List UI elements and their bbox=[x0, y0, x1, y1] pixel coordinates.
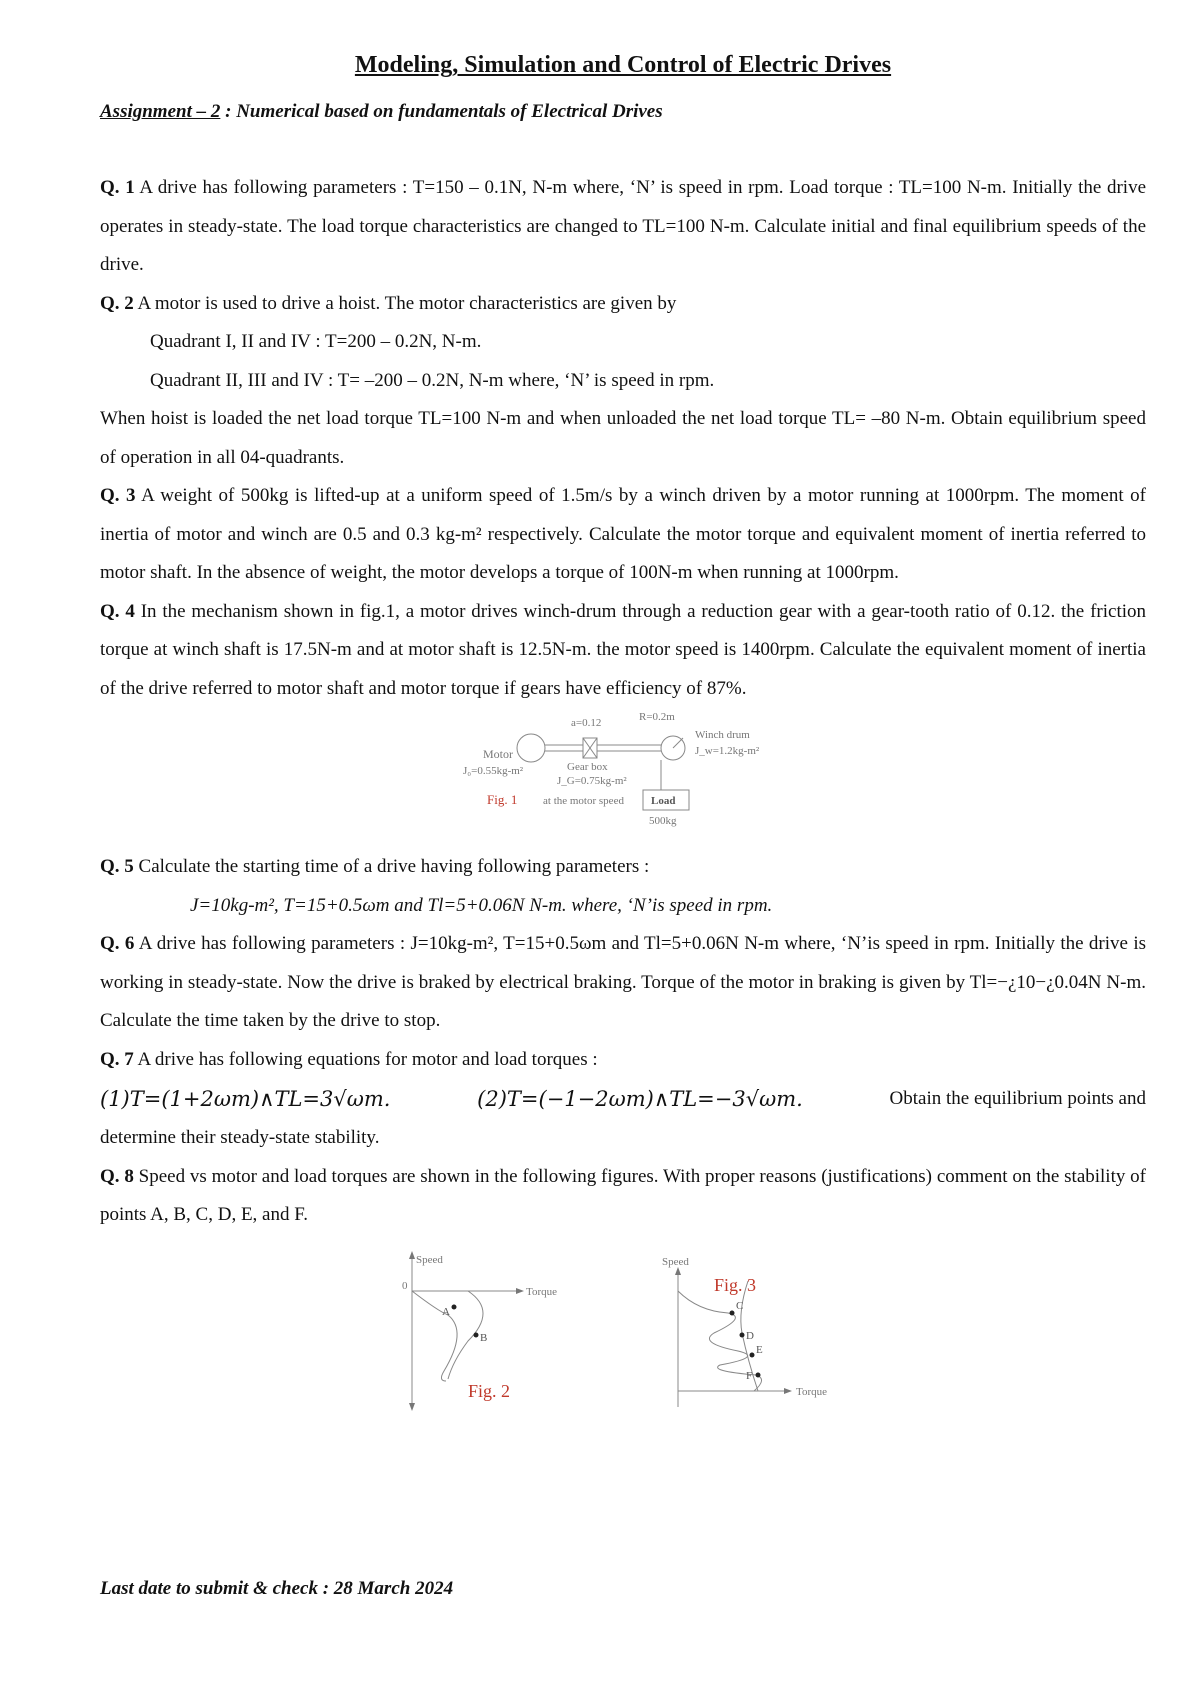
fig3-point-d bbox=[740, 1332, 745, 1337]
fig3-torque-label: Torque bbox=[796, 1385, 827, 1398]
question-number: Q. 3 bbox=[100, 485, 136, 506]
question-4 bbox=[100, 593, 1146, 709]
fig2-arrow-up bbox=[409, 1251, 415, 1259]
fig1-jg-label: J_G=0.75kg-m² bbox=[557, 775, 627, 787]
question-2 bbox=[100, 285, 1146, 324]
fig2-arrow-down bbox=[409, 1403, 415, 1411]
q7-tail: Obtain the equilibrium points and bbox=[889, 1088, 1146, 1109]
fig3-speed-label: Speed bbox=[662, 1255, 689, 1268]
question-text: A weight of 500kg is lifted-up at a uniform speed of 1.5m/s by a winch driven by a motor running at 1000rpm. The moment of inertia of motor and winch are 0.5 and 0.3 kg-m² respectively. Calculate the motor torque and equivalent moment of inertia referred to motor shaft. In the absence of weight, the motor develops a torque of 100N-m when running at 1000rpm. bbox=[100, 485, 1146, 583]
assignment-label: Assignment – 2 bbox=[100, 101, 221, 122]
document-page bbox=[100, 52, 1146, 1411]
question-1 bbox=[100, 169, 1146, 285]
figures-row bbox=[100, 1251, 1146, 1411]
q5-equation: J=10kg-m², T=15+0.5ωm and Tl=5+0.06N N-m. where, ‘N’is speed in rpm. bbox=[190, 894, 773, 916]
fig3-caption: Fig. 3 bbox=[714, 1274, 757, 1295]
fig1-drum-label: Winch drum bbox=[695, 729, 750, 741]
fig2-caption: Fig. 2 bbox=[468, 1380, 511, 1401]
question-number: Q. 8 bbox=[100, 1165, 134, 1187]
fig3-f-label: F bbox=[746, 1369, 753, 1382]
submission-deadline: Last date to submit & check : 28 March 2024 bbox=[100, 1578, 454, 1599]
figure-2-plot bbox=[398, 1251, 568, 1411]
figure-3-plot bbox=[658, 1251, 848, 1411]
fig3-e-label: E bbox=[756, 1343, 763, 1356]
q2-quadrant-line-2: Quadrant II, III and IV : T= –200 – 0.2N, N-m where, ‘N’ is speed in rpm. bbox=[150, 369, 715, 391]
question-7 bbox=[100, 1041, 1146, 1080]
fig2-arrow-right bbox=[516, 1288, 524, 1294]
assignment-heading bbox=[100, 101, 1146, 123]
fig1-mass-label: 500kg bbox=[649, 815, 677, 827]
question-number: Q. 6 bbox=[100, 933, 135, 954]
fig3-d-label: D bbox=[746, 1329, 754, 1342]
question-text: Speed vs motor and load torques are shown in the following figures. With proper reasons (justifications) comment on the stability of points A, B, C, D, E, and F. bbox=[100, 1165, 1147, 1225]
figure-1-mechanism bbox=[443, 708, 803, 848]
q2-quadrant-line-1: Quadrant I, II and IV : T=200 – 0.2N, N-m. bbox=[150, 331, 482, 352]
fig1-ratio-label: a=0.12 bbox=[571, 717, 602, 729]
fig2-motor-curve bbox=[412, 1291, 457, 1381]
fig1-jw-label: J_w=1.2kg-m² bbox=[695, 745, 760, 757]
fig1-caption: Fig. 1 bbox=[487, 792, 518, 807]
question-number: Q. 5 bbox=[100, 856, 134, 877]
q7-equation-1: (1)T=(1+2ωm)∧TL=3√ωm. bbox=[100, 1087, 391, 1111]
fig3-point-c bbox=[730, 1310, 735, 1315]
q7-text-2: determine their steady-state stability. bbox=[100, 1127, 380, 1148]
fig3-point-e bbox=[750, 1352, 755, 1357]
question-5 bbox=[100, 848, 1146, 887]
q7-equation-2: (2)T=(−1−2ωm)∧TL=−3√ωm. bbox=[477, 1087, 803, 1111]
question-text: A motor is used to drive a hoist. The motor characteristics are given by bbox=[137, 292, 677, 314]
fig1-motor-label: Motor bbox=[483, 747, 513, 761]
fig2-b-label: B bbox=[480, 1331, 488, 1344]
question-text: A drive has following parameters : T=150 – 0.1N, N-m where, ‘N’ is speed in rpm. Load torque : TL=100 N-m. Initially the drive operates in steady-state. The load torque characteristics are changed to TL=100 N-m. Calculate initial and final equilibrium speeds of the drive. bbox=[100, 177, 1147, 275]
fig1-radius-label: R=0.2m bbox=[639, 711, 675, 723]
question-8 bbox=[100, 1158, 1146, 1235]
question-number: Q. 7 bbox=[100, 1048, 134, 1070]
question-number: Q. 4 bbox=[100, 600, 135, 622]
fig1-gearbox-label: Gear box bbox=[567, 761, 608, 773]
question-text: Calculate the starting time of a drive having following parameters : bbox=[138, 856, 650, 877]
fig3-point-f bbox=[756, 1372, 761, 1377]
fig1-atspeed-label: at the motor speed bbox=[543, 795, 624, 807]
q7-equation-line bbox=[100, 1079, 1146, 1119]
fig2-a-label: A bbox=[442, 1305, 450, 1318]
assignment-subtitle: : Numerical based on fundamentals of Electrical Drives bbox=[220, 101, 663, 122]
question-text: A drive has following parameters : J=10kg-m², T=15+0.5ωm and Tl=5+0.06N N-m where, ‘N’is speed in rpm. Initially the drive is working in steady-state. Now the drive is braked by electrical braking. Torque of the motor in braking is given by Tl=−¿10−¿0.04N N-m. Calculate the time taken by the drive to stop. bbox=[100, 933, 1147, 1031]
fig1-jm-label: J₀=0.55kg-m² bbox=[463, 765, 524, 777]
fig3-arrow-right bbox=[784, 1388, 792, 1394]
question-text: In the mechanism shown in fig.1, a motor drives winch-drum through a reduction gear with a gear-tooth ratio of 0.12. the friction torque at winch shaft is 17.5N-m and at motor shaft is 12.5N-m. the motor speed is 1400rpm. Calculate the equivalent moment of inertia of the drive referred to motor shaft and motor torque if gears have efficiency of 87%. bbox=[100, 600, 1146, 699]
q2-text: When hoist is loaded the net load torque TL=100 N-m and when unloaded the net load torque TL= –80 N-m. Obtain equilibrium speed of operation in all 04-quadrants. bbox=[100, 408, 1146, 468]
question-text: A drive has following equations for motor and load torques : bbox=[137, 1048, 598, 1070]
fig2-zero-label: 0 bbox=[402, 1279, 408, 1292]
fig2-point-b bbox=[474, 1332, 479, 1337]
page-title: Modeling, Simulation and Control of Electric Drives bbox=[354, 52, 892, 78]
question-6 bbox=[100, 925, 1146, 1041]
fig1-load-label: Load bbox=[651, 795, 676, 807]
fig3-c-label: C bbox=[736, 1299, 744, 1312]
motor-shape bbox=[517, 734, 545, 762]
question-3 bbox=[100, 477, 1146, 593]
question-number: Q. 2 bbox=[100, 292, 134, 314]
fig2-torque-label: Torque bbox=[526, 1285, 557, 1298]
fig2-point-a bbox=[452, 1304, 457, 1309]
fig3-arrow-up bbox=[675, 1267, 681, 1275]
fig2-speed-label: Speed bbox=[416, 1253, 443, 1266]
question-number: Q. 1 bbox=[100, 177, 135, 198]
